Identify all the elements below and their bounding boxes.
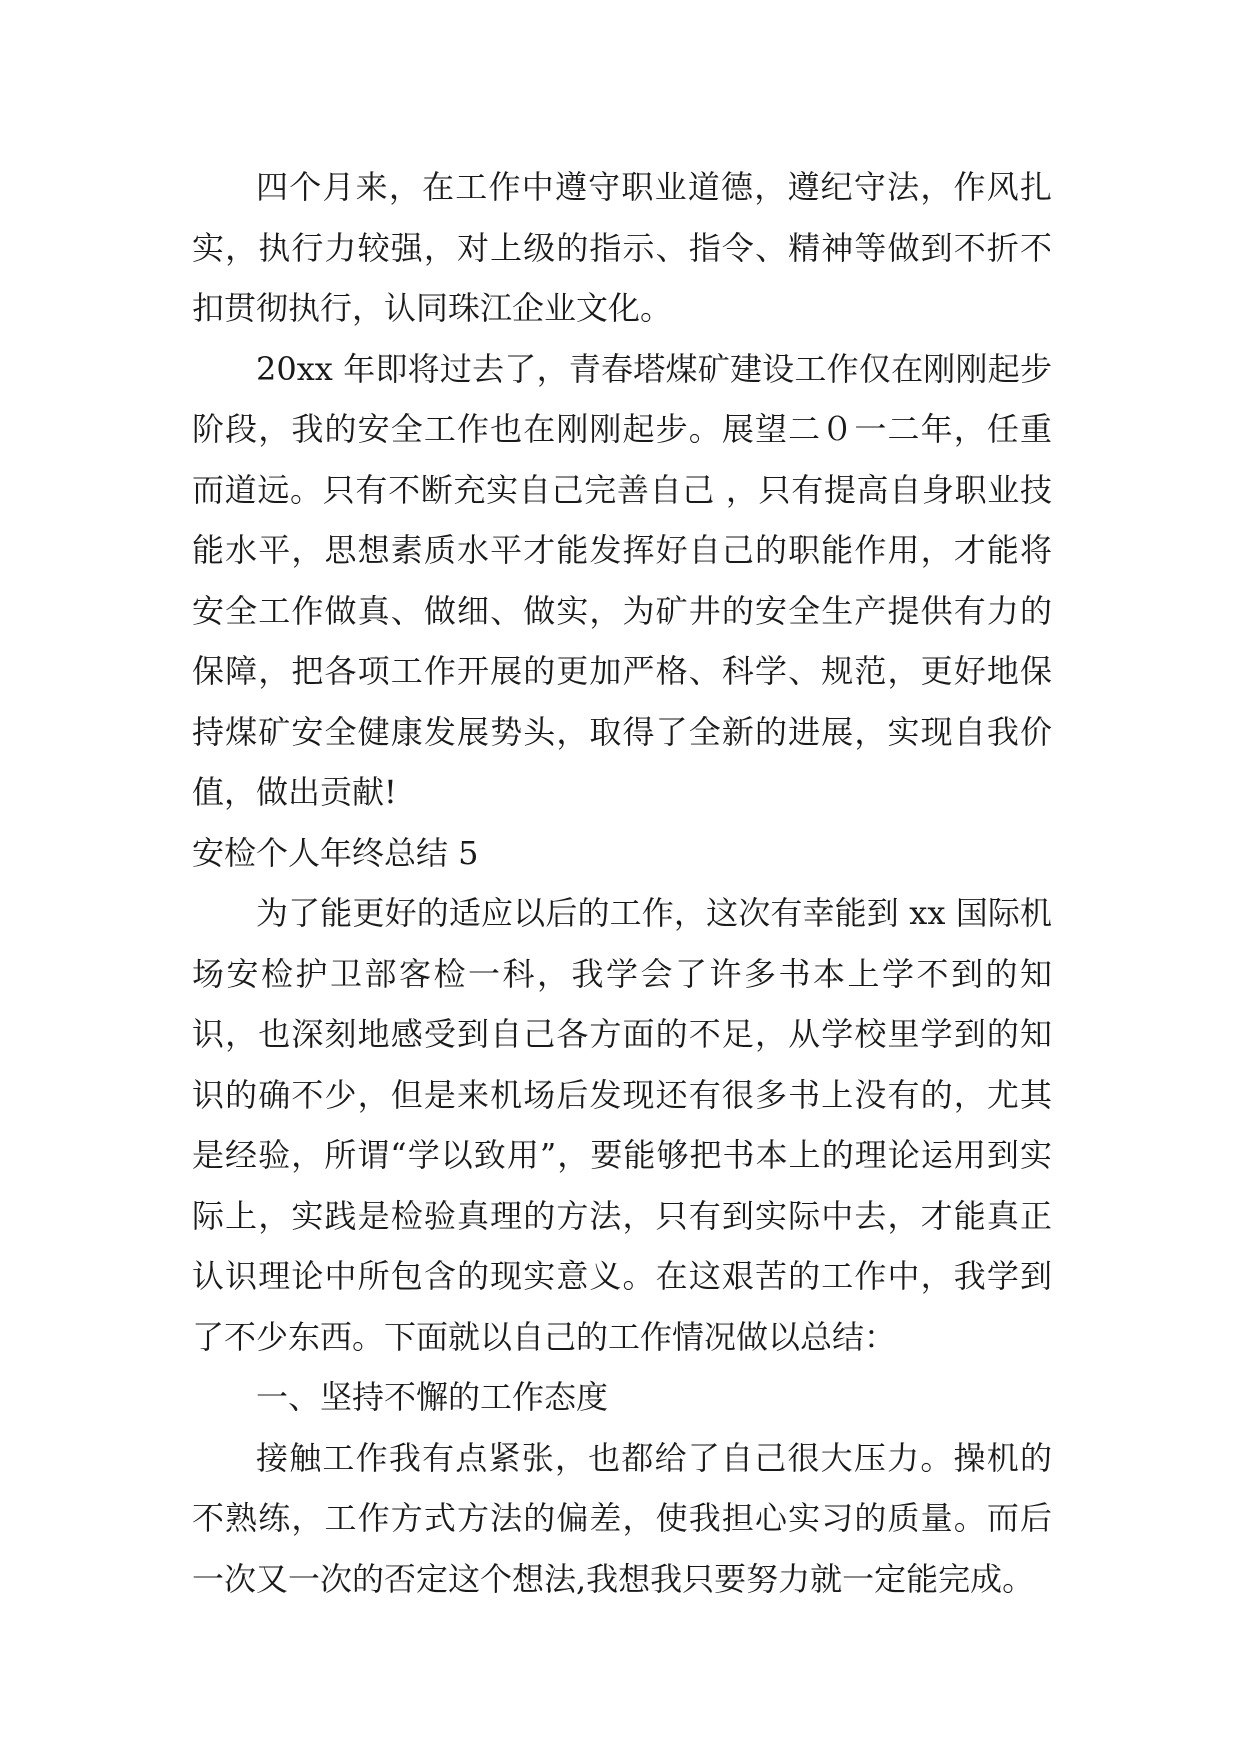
paragraph-work-ethic: 四个月来，在工作中遵守职业道德，遵纪守法，作风扎实，执行力较强，对上级的指示、指令、精神等做到不折不扣贯彻执行，认同珠江企业文化。 <box>192 168 1052 327</box>
paragraph-airport-intro: 为了能更好的适应以后的工作，这次有幸能到 xx 国际机场安检护卫部客检一科，我学会了许多书本上学不到的知识，也深刻地感受到自己各方面的不足，从学校里学到的知识的确不少，但是来机场后发现还有很多书上没有的，尤其是经验，所谓“学以致用”，要能够把书本上的理论运用到实际上，实践是检验真理的方法，只有到实际中去，才能真正认识理论中所包含的现实意义。在这艰苦的工作中，我学到了不少东西。下面就以自己的工作情况做以总结： <box>192 894 1052 1356</box>
subheading-work-attitude: 一、坚持不懈的工作态度 <box>256 1378 609 1416</box>
paragraph-year-outlook: 20xx 年即将过去了，青春塔煤矿建设工作仅在刚刚起步阶段，我的安全工作也在刚刚起步。展望二０一二年，任重而道远。只有不断充实自己完善自己 ，只有提高自身职业技能水平，思想素质水平才能发挥好自己的职能作用，才能将安全工作做真、做细、做实，为矿井的安全生产提供有力的保障，把各项工作开展的更加严格、科学、规范，更好地保持煤矿安全健康发展势头，取得了全新的进展，实现自我价值，做出贡献! <box>192 349 1052 811</box>
paragraph-work-pressure: 接触工作我有点紧张，也都给了自己很大压力。操机的不熟练，工作方式方法的偏差，使我担心实习的质量。而后一次又一次的否定这个想法,我想我只要努力就一定能完成。 <box>192 1438 1052 1598</box>
section-heading: 安检个人年终总结 5 <box>192 833 479 872</box>
document-body <box>192 157 1052 1609</box>
